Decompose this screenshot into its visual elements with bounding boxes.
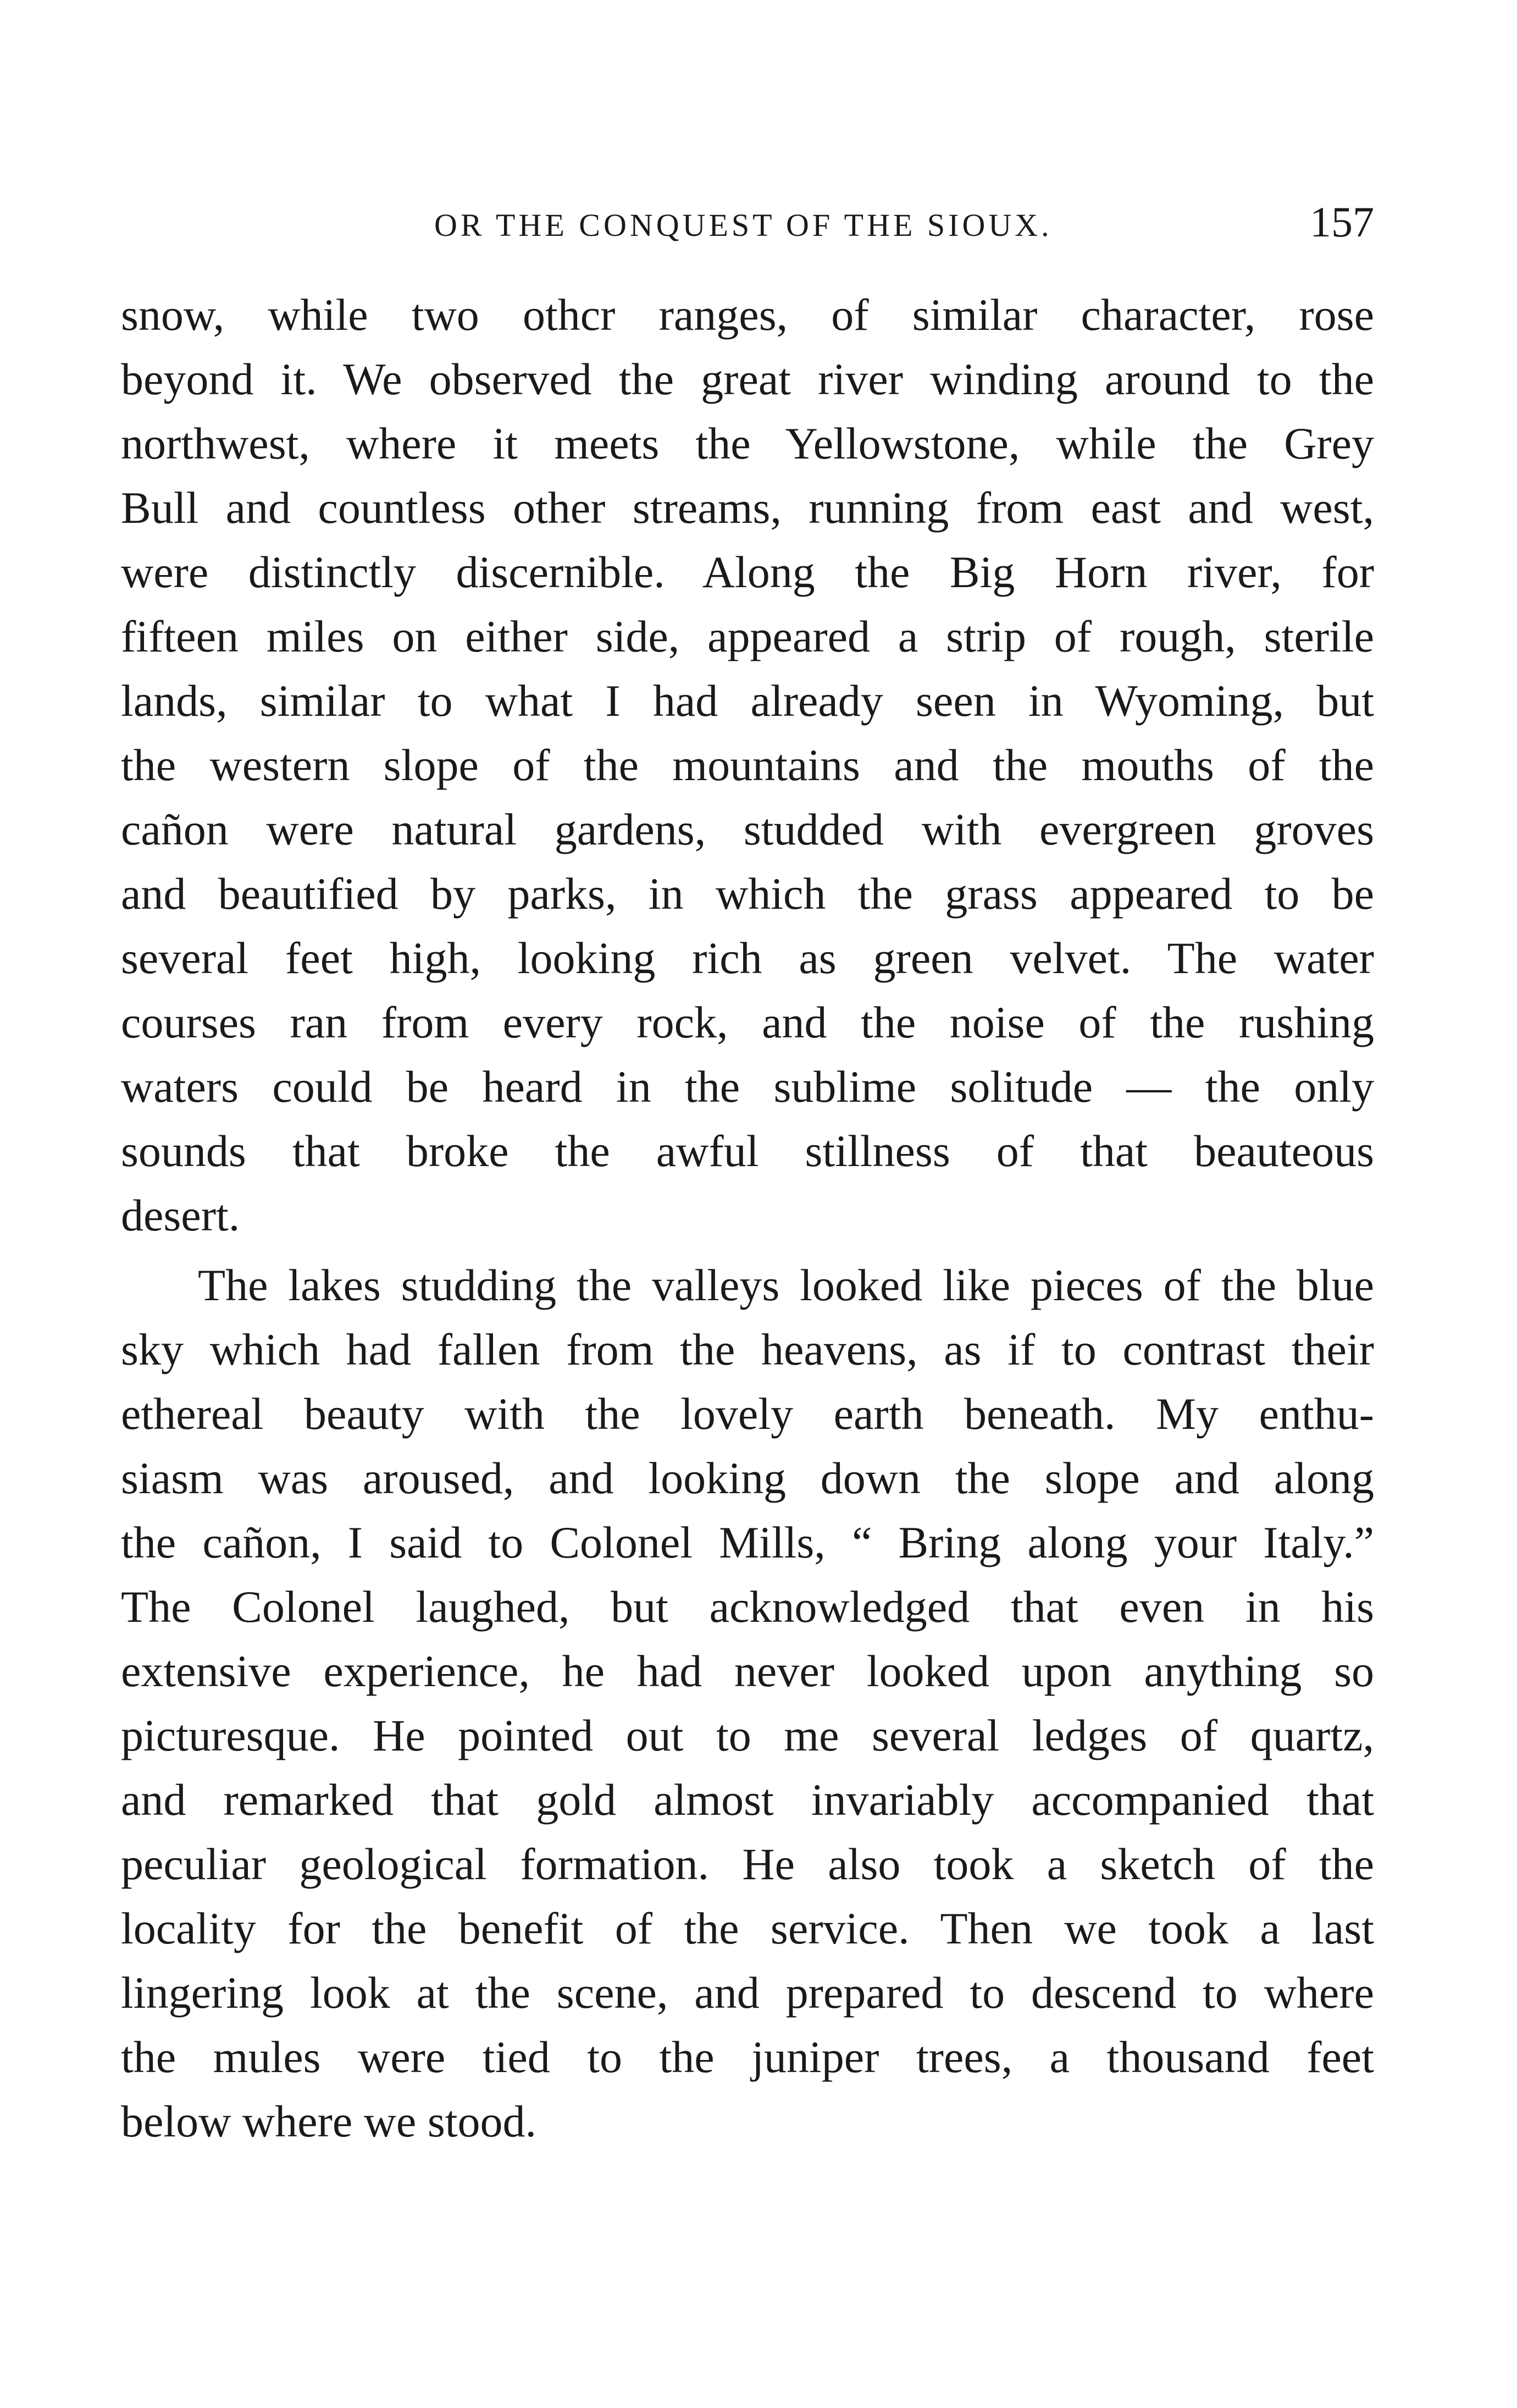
text-line: lingering look at the scene, and prepared to descend to where	[121, 1968, 1374, 2018]
text-line: northwest, where it meets the Yellowstone, while the Grey	[121, 418, 1374, 468]
text-line: below where we stood.	[121, 2096, 537, 2146]
text-line: sounds that broke the awful stillness of that beauteous	[121, 1126, 1374, 1176]
running-head	[121, 198, 1374, 247]
text-line: the cañon, I said to Colonel Mills, “ Bring along your Italy.”	[121, 1517, 1374, 1567]
text-line: cañon were natural gardens, studded with evergreen groves	[121, 804, 1374, 854]
text-line: lands, similar to what I had already seen in Wyoming, but	[121, 676, 1374, 726]
paragraph-break	[121, 1247, 1374, 1253]
text-line: sky which had fallen from the heavens, as if to contrast their	[121, 1324, 1374, 1374]
text-line: the western slope of the mountains and the mouths of the	[121, 740, 1374, 790]
text-line: The Colonel laughed, but acknowledged that even in his	[121, 1582, 1374, 1632]
running-title: OR THE CONQUEST OF THE SIOUX.	[434, 207, 1053, 243]
paragraph-1	[121, 283, 1374, 1247]
text-line: ethereal beauty with the lovely earth beneath. My enthu-	[121, 1389, 1374, 1439]
text-line: several feet high, looking rich as green velvet. The water	[121, 933, 1374, 983]
text-line: beyond it. We observed the great river winding around to the	[121, 354, 1374, 404]
text-line: waters could be heard in the sublime solitude — the only	[121, 1062, 1374, 1112]
text-line: were distinctly discernible. Along the Big Horn river, for	[121, 547, 1374, 597]
text-line: peculiar geological formation. He also took a sketch of the	[121, 1839, 1374, 1889]
text-line: snow, while two othcr ranges, of similar character, rose	[121, 290, 1374, 340]
text-line: siasm was aroused, and looking down the slope and along	[121, 1453, 1374, 1503]
text-line: locality for the benefit of the service. Then we took a last	[121, 1903, 1374, 1953]
paragraph-2	[121, 1253, 1374, 2153]
text-line: The lakes studding the valleys looked like pieces of the blue	[198, 1260, 1374, 1310]
text-line: desert.	[121, 1190, 240, 1240]
text-line: Bull and countless other streams, running from east and west,	[121, 483, 1374, 533]
body-text	[121, 283, 1374, 2153]
page-number: 157	[1310, 198, 1374, 246]
text-line: picturesque. He pointed out to me several ledges of quartz,	[121, 1710, 1374, 1760]
text-line: extensive experience, he had never looked upon anything so	[121, 1646, 1374, 1696]
text-line: courses ran from every rock, and the noise of the rushing	[121, 997, 1374, 1047]
text-line: fifteen miles on either side, appeared a strip of rough, sterile	[121, 611, 1374, 661]
text-line: and beautified by parks, in which the grass appeared to be	[121, 869, 1374, 919]
text-line: and remarked that gold almost invariably accompanied that	[121, 1775, 1374, 1825]
text-line: the mules were tied to the juniper trees, a thousand feet	[121, 2032, 1374, 2082]
